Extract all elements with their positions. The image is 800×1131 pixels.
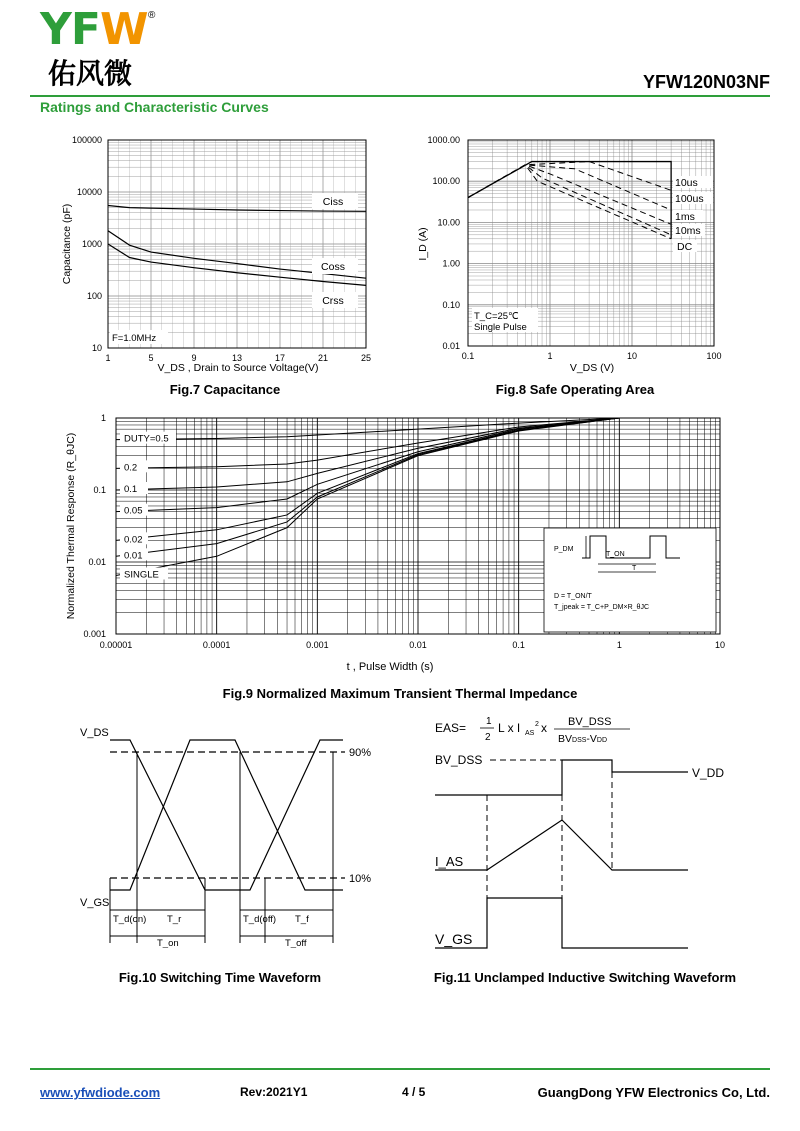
fig9-xtick: 0.00001 xyxy=(99,640,133,650)
fig8-1ms-label: 1ms xyxy=(675,211,695,223)
fig7-note: F=1.0MHz xyxy=(112,333,157,344)
fig9-ytick: 0.01 xyxy=(88,557,106,567)
footer-divider xyxy=(30,1068,770,1070)
fig10-vgs-trace xyxy=(110,740,343,890)
logo xyxy=(40,4,148,55)
logo-text xyxy=(40,4,147,55)
svg-text:BVDSS-VDD: BVDSS-VDD xyxy=(558,733,608,745)
part-number: YFW120N03NF xyxy=(642,72,770,92)
fig8-ytick: 1000.00 xyxy=(427,135,460,145)
fig7-coss-label: Coss xyxy=(321,261,345,273)
svg-text:L x I: L x I xyxy=(498,721,521,735)
fig9-series xyxy=(116,418,619,540)
fig8-xtick: 1 xyxy=(547,351,553,361)
footer-website-link[interactable]: www.yfwdiode.com xyxy=(40,1085,161,1100)
fig7-xtick: 1 xyxy=(105,353,111,363)
fig8-ytick: 0.01 xyxy=(442,341,460,351)
fig9-xtick: 0.001 xyxy=(306,640,329,650)
svg-text:1: 1 xyxy=(486,716,492,727)
fig7-xtick: 5 xyxy=(148,353,154,363)
svg-text:2: 2 xyxy=(485,732,491,743)
fig9-xlabel: t , Pulse Width (s) xyxy=(346,661,434,673)
logo-chinese: 佑风微 xyxy=(48,57,133,90)
fig7-ytick: 1000 xyxy=(81,239,102,249)
fig9-inset xyxy=(544,528,716,632)
logo-letter: W xyxy=(99,4,148,55)
footer-page: 4 / 5 xyxy=(402,1085,426,1099)
fig11-waveform xyxy=(430,710,750,955)
fig9-inset-eq2: T_jpeak = T_C+P_DM×R_θJC xyxy=(554,604,649,611)
fig9-ytick: 1 xyxy=(100,413,106,423)
fig8-ytick: 0.10 xyxy=(442,299,460,310)
fig7-chart xyxy=(60,130,380,380)
fig9-duty-label: 0.1 xyxy=(124,484,138,495)
fig10-tdoff-label: T_d(off) xyxy=(243,914,277,925)
fig11-eas-bvdss: BV_DSS xyxy=(568,716,612,728)
fig7-ytick: 10000 xyxy=(76,187,102,197)
fig11-caption: Fig.11 Unclamped Inductive Switching Waveform xyxy=(433,970,737,985)
fig9-duty-label: 0.2 xyxy=(124,462,138,474)
fig8-xtick: 0.1 xyxy=(461,351,475,361)
fig8-series-10us xyxy=(468,162,671,198)
fig7-ytick: 100000 xyxy=(71,135,102,145)
fig9-chart xyxy=(60,410,740,675)
fig7-xtick: 25 xyxy=(360,353,372,363)
fig8-10us-label: 10us xyxy=(675,177,698,189)
fig9-duty-label: 0.02 xyxy=(124,534,143,546)
fig11-eas-label: EAS= xyxy=(435,721,467,735)
fig9-xtick: 0.0001 xyxy=(202,640,231,650)
fig8-soa-boundary xyxy=(468,162,671,239)
fig10-10-label: 10% xyxy=(349,873,372,885)
fig9-ylabel: Normalized Thermal Response (R_θJC) xyxy=(65,432,77,620)
fig11-ias-label: I_AS xyxy=(435,854,464,869)
fig8-xtick: 10 xyxy=(626,351,638,361)
fig9-xtick: 10 xyxy=(714,640,726,650)
fig8-100us-label: 100us xyxy=(675,193,704,205)
fig7-ytick: 10 xyxy=(91,343,102,353)
fig7-xtick: 21 xyxy=(317,353,329,363)
svg-text:AS: AS xyxy=(525,730,535,737)
fig8-caption: Fig.8 Safe Operating Area xyxy=(495,382,655,397)
fig9-duty-label: 0.05 xyxy=(124,505,143,517)
fig9-xtick: 1 xyxy=(616,640,622,650)
fig9-ytick: 0.001 xyxy=(83,629,106,639)
fig9-duty-label: 0.01 xyxy=(124,550,143,562)
svg-text:x: x xyxy=(541,721,547,735)
footer-rev: Rev:2021Y1 xyxy=(240,1085,308,1099)
fig7-ciss-label: Ciss xyxy=(322,196,344,208)
fig9-duty-label: DUTY=0.5 xyxy=(124,433,169,445)
fig8-note-tc: T_C=25℃ xyxy=(474,311,519,322)
fig9-inset-ton: T_ON xyxy=(606,551,625,558)
fig8-chart xyxy=(410,130,730,380)
fig7-ytick: 100 xyxy=(86,291,102,301)
footer-company: GuangDong YFW Electronics Co, Ltd. xyxy=(537,1085,770,1100)
logo-letter: Y xyxy=(40,4,71,55)
fig9-ytick: 0.1 xyxy=(93,485,106,495)
fig8-ylabel: I_D (A) xyxy=(417,227,429,261)
fig8-xlabel: V_DS (V) xyxy=(569,362,615,374)
fig10-tf-label: T_f xyxy=(295,914,309,925)
fig10-toff-label: T_off xyxy=(285,938,307,948)
fig8-note-pulse: Single Pulse xyxy=(474,322,527,333)
svg-text:2: 2 xyxy=(535,721,539,728)
header-divider xyxy=(30,95,770,97)
section-title: Ratings and Characteristic Curves xyxy=(40,99,269,115)
fig10-tdon-label: T_d(on) xyxy=(113,914,147,925)
fig11-bvdss-label: BV_DSS xyxy=(435,753,483,767)
fig7-crss-label: Crss xyxy=(322,295,344,307)
fig7-ylabel: Capacitance (pF) xyxy=(61,203,73,285)
fig8-xtick: 100 xyxy=(706,351,722,361)
fig10-vds-label: V_DS xyxy=(80,727,109,739)
fig9-inset-t: T xyxy=(632,565,637,572)
fig9-duty-label: SINGLE xyxy=(124,569,159,581)
fig11-vgs-label: V_GS xyxy=(435,931,473,947)
fig10-waveform xyxy=(75,718,385,948)
fig10-vgs-label: V_GS xyxy=(80,897,110,909)
fig10-ton-label: T_on xyxy=(157,938,179,948)
fig8-ytick: 10.00 xyxy=(437,217,460,228)
logo-letter: F xyxy=(70,4,100,55)
registered-mark: ® xyxy=(148,10,156,21)
fig8-ytick: 1.00 xyxy=(442,258,460,269)
fig10-caption: Fig.10 Switching Time Waveform xyxy=(118,970,322,985)
fig9-xtick: 0.1 xyxy=(512,640,525,650)
fig11-vdd-label: V_DD xyxy=(692,766,725,780)
fig9-xtick: 0.01 xyxy=(409,640,427,650)
fig8-10ms-label: 10ms xyxy=(675,225,701,237)
fig9-inset-eq1: D = T_ON/T xyxy=(554,593,592,600)
fig8-dc-label: DC xyxy=(677,241,693,253)
fig8-ytick: 100.00 xyxy=(432,176,460,187)
fig10-90-label: 90% xyxy=(349,747,372,759)
fig8-series-dc xyxy=(468,165,671,239)
fig7-xlabel: V_DS , Drain to Source Voltage(V) xyxy=(157,362,319,374)
fig9-caption: Fig.9 Normalized Maximum Transient Thermal Impedance xyxy=(222,686,578,701)
fig7-xtick: 13 xyxy=(231,353,243,363)
fig9-inset-pdm: P_DM xyxy=(554,546,574,553)
fig7-xtick: 9 xyxy=(191,353,197,363)
fig10-tr-label: T_r xyxy=(167,914,182,925)
fig7-xtick: 17 xyxy=(274,353,286,363)
fig7-caption: Fig.7 Capacitance xyxy=(169,382,281,397)
fig9-series xyxy=(116,418,619,490)
